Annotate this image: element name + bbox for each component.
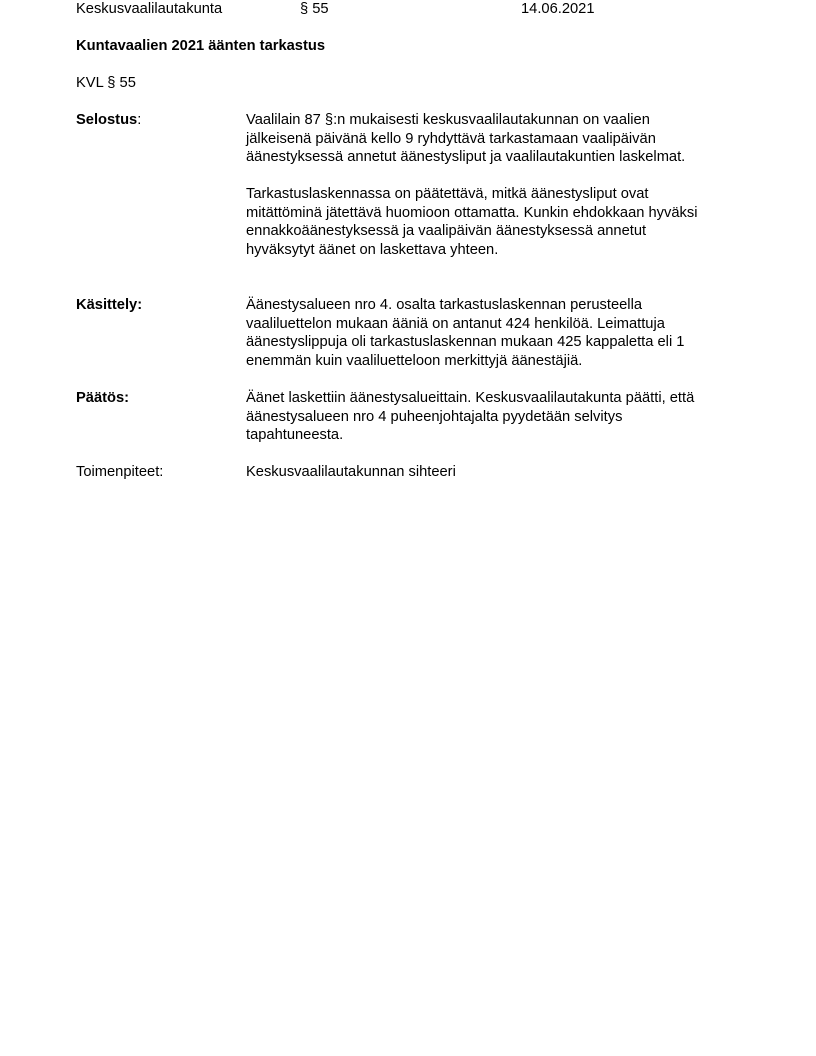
section-label-paatos xyxy=(76,389,236,408)
section-label-kasittely xyxy=(76,296,236,315)
document-title: Kuntavaalien 2021 äänten tarkastus xyxy=(76,38,325,54)
text-line: Keskusvaalilautakunnan sihteeri xyxy=(246,464,456,480)
text-line: mitättöminä jätettävä huomioon ottamatta. Kunkin ehdokkaan hyväksi xyxy=(246,204,698,221)
text-line: äänestysalueen nro 4 puheenjohtajalta pyydetään selvitys xyxy=(246,408,623,425)
text-line: Äänet laskettiin äänestysalueittain. Keskusvaalilautakunta päätti, että xyxy=(246,390,695,406)
selostus-paragraph-2 xyxy=(246,185,746,259)
text-line: hyväksytyt äänet on laskettava yhteen. xyxy=(246,241,499,258)
section-body-paatos xyxy=(246,389,746,445)
section-body-selostus xyxy=(246,111,746,259)
text-line: äänestyksessä annetut äänestysliput ja vaalilautakuntien laskelmat. xyxy=(246,149,686,165)
text-line: Tarkastuslaskennassa on päätettävä, mitkä äänestysliput ovat xyxy=(246,186,649,202)
header-organization: Keskusvaalilautakunta xyxy=(76,1,223,17)
paatos-label-text: Päätös: xyxy=(76,390,130,406)
header-date: 14.06.2021 xyxy=(521,1,595,17)
document-reference: KVL § 55 xyxy=(76,75,136,91)
text-line: enemmän kuin vaaliluetteloon merkittyjä äänestäjiä. xyxy=(246,352,583,369)
section-label-selostus xyxy=(76,111,236,130)
section-label-toimenpiteet: Toimenpiteet: xyxy=(76,464,164,480)
text-line: jälkeisenä päivänä kello 9 ryhdyttävä tarkastamaan vaalipäivän xyxy=(246,130,656,147)
text-line: Äänestysalueen nro 4. osalta tarkastuslaskennan perusteella xyxy=(246,297,642,313)
section-body-kasittely xyxy=(246,296,746,370)
header-section-number: § 55 xyxy=(300,1,329,17)
text-line: vaaliluettelon mukaan ääniä on antanut 424 henkilöä. Leimattuja xyxy=(246,315,665,332)
text-line: ennakkoäänestyksessä ja vaalipäivän äänestyksessä annetut xyxy=(246,223,647,239)
kasittely-label-text: Käsittely: xyxy=(76,297,143,313)
section-body-toimenpiteet xyxy=(246,463,746,482)
selostus-paragraph-1 xyxy=(246,111,746,167)
selostus-label-text: Selostus xyxy=(76,112,138,128)
text-line: Vaalilain 87 §:n mukaisesti keskusvaalilautakunnan on vaalien xyxy=(246,112,650,128)
selostus-label-suffix: : xyxy=(137,112,142,128)
text-line: tapahtuneesta. xyxy=(246,427,344,443)
text-line: äänestyslippuja oli tarkastuslaskennan mukaan 425 kappaletta eli 1 xyxy=(246,334,685,350)
